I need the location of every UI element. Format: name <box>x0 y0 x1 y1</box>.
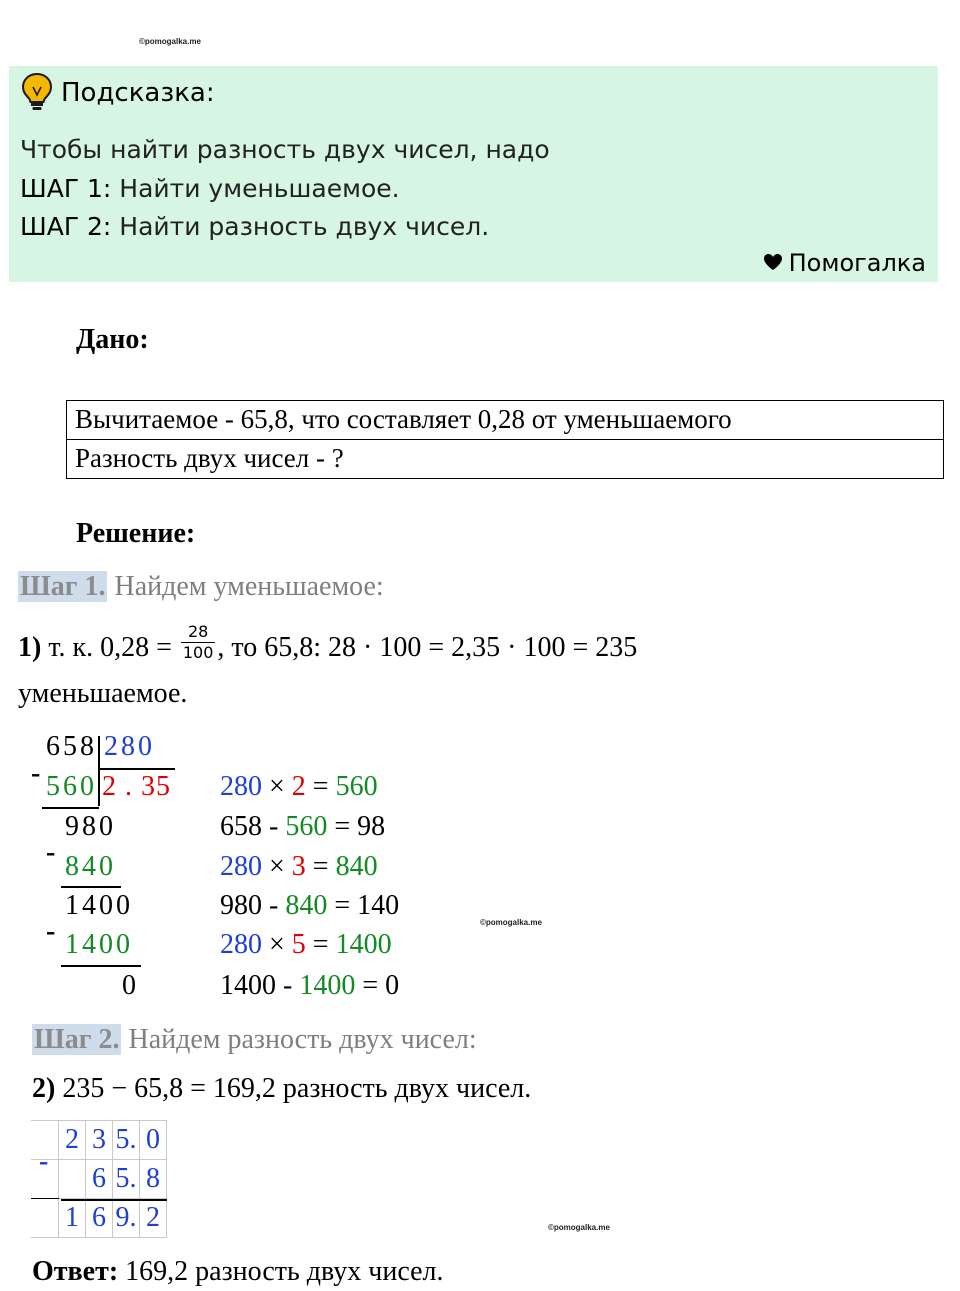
equation-2-expression: 235 − 65,8 = 169,2 <box>55 1073 276 1104</box>
hint-step-2-label: ШАГ 2: <box>20 212 112 241</box>
brand-name: Помогалка <box>788 249 926 277</box>
watermark-top: ©pomogalka.me <box>139 37 201 46</box>
note-1: 280 × 2 = 560 <box>220 771 378 802</box>
heart-icon <box>763 253 783 271</box>
fraction-denominator: 100 <box>182 643 214 663</box>
equation-1-suffix: уменьшаемое. <box>18 678 188 709</box>
brand <box>763 249 926 277</box>
fraction-numerator: 28 <box>181 622 216 643</box>
given-subtrahend: Вычитаемое - 65,8, что составляет 0,28 от уменьшаемого <box>67 401 944 440</box>
equation-1 <box>18 622 638 664</box>
equation-1-middle: , то <box>217 632 265 663</box>
step-1-label: Шаг 1. <box>20 571 106 602</box>
hint-title: Подсказка: <box>61 78 215 108</box>
minus-1: - <box>31 758 41 789</box>
equation-1-prefix: т. к. 0,28 = <box>41 632 179 663</box>
hint-box <box>9 66 938 282</box>
remainder-2: 1400 <box>65 890 133 921</box>
given-question: Разность двух чисел - ? <box>67 440 944 479</box>
hint-step-2 <box>20 212 489 241</box>
lightbulb-icon <box>20 71 54 111</box>
grid-cell: 6 <box>86 1199 113 1238</box>
equation-1-expression: 65,8: 28 · 100 = 2,35 · 100 = 235 <box>264 632 638 663</box>
hint-step-1-text: Найти уменьшаемое. <box>111 174 400 203</box>
grid-cell: 6 <box>86 1160 113 1199</box>
table-row <box>67 401 944 440</box>
grid-cell: 2 <box>140 1199 167 1238</box>
table-row <box>67 440 944 479</box>
grid-cell: 5. <box>113 1160 140 1199</box>
note-6: 1400 - 1400 = 0 <box>220 970 400 1001</box>
grid-cell: 0 <box>140 1121 167 1160</box>
grid-cell: 3 <box>86 1121 113 1160</box>
sub-line-3 <box>61 965 141 967</box>
minus-2: - <box>46 837 56 868</box>
final-remainder: 0 <box>122 970 139 1001</box>
hint-step-1-label: ШАГ 1: <box>20 174 112 203</box>
table-row <box>31 1199 167 1238</box>
answer-text: 169,2 разность двух чисел. <box>118 1256 444 1287</box>
step-2-heading <box>32 1024 477 1056</box>
note-4: 980 - 840 = 140 <box>220 890 400 921</box>
equation-2-suffix: разность двух чисел. <box>275 1073 532 1104</box>
grid-minus: - <box>39 1146 49 1177</box>
solution-heading: Решение: <box>76 518 196 549</box>
watermark-bottom: ©pomogalka.me <box>548 1223 610 1232</box>
answer <box>32 1256 444 1288</box>
grid-result-line <box>61 1199 167 1201</box>
grid-cell: 5. <box>113 1121 140 1160</box>
step-2-label: Шаг 2. <box>34 1024 120 1055</box>
grid-minus-cell <box>31 1199 59 1238</box>
step-2-text: Найдем разность двух чисел: <box>121 1024 477 1055</box>
quotient: 2 . 35 <box>102 771 171 802</box>
note-3: 280 × 3 = 840 <box>220 851 378 882</box>
hint-intro: Чтобы найти разность двух чисел, надо <box>20 135 550 164</box>
column-subtraction <box>31 1120 167 1238</box>
fraction <box>181 622 216 663</box>
minus-3: - <box>46 916 56 947</box>
step-1-text: Найдем уменьшаемое: <box>107 571 384 602</box>
grid-cell <box>59 1160 86 1199</box>
subtrahend-2: 840 <box>65 851 116 882</box>
hint-step-1 <box>20 174 400 203</box>
divisor: 280 <box>104 731 155 762</box>
equation-2-number: 2) <box>32 1073 56 1104</box>
grid-cell: 9. <box>113 1199 140 1238</box>
given-table <box>66 400 944 479</box>
grid-cell: 2 <box>59 1121 86 1160</box>
remainder-1: 980 <box>65 811 116 842</box>
divisor-underline <box>98 768 175 770</box>
table-row <box>31 1160 167 1199</box>
equation-2 <box>32 1073 531 1105</box>
dividend: 658 <box>46 731 97 762</box>
subtrahend-1: 560 <box>46 771 97 802</box>
sub-line-1 <box>42 807 99 809</box>
equation-1-number: 1) <box>18 632 42 663</box>
grid-cell: 1 <box>59 1199 86 1238</box>
hint-step-2-text: Найти разность двух чисел. <box>111 212 490 241</box>
watermark-middle: ©pomogalka.me <box>480 918 542 927</box>
grid-cell: 8 <box>140 1160 167 1199</box>
subtrahend-3: 1400 <box>65 929 133 960</box>
division-vertical-line <box>98 736 100 806</box>
given-heading: Дано: <box>76 324 149 355</box>
sub-line-2 <box>61 886 121 888</box>
table-row <box>31 1121 167 1160</box>
step-1-heading <box>18 571 384 603</box>
note-5: 280 × 5 = 1400 <box>220 929 392 960</box>
answer-label: Ответ: <box>32 1256 119 1287</box>
note-2: 658 - 560 = 98 <box>220 811 386 842</box>
